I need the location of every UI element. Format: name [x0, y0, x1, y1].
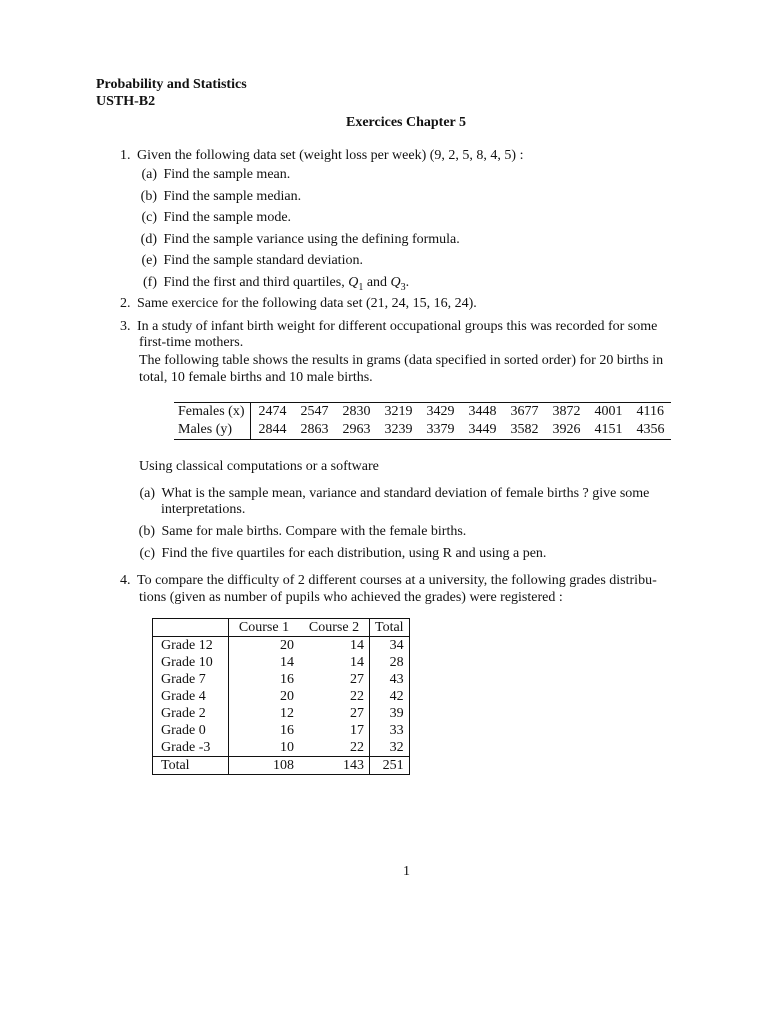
table-row — [153, 654, 410, 671]
table-cell: 42 — [389, 689, 404, 704]
sub-item-label: (d) — [140, 232, 157, 247]
column-header: Course 2 — [299, 619, 370, 637]
table-cell: 33 — [389, 723, 404, 738]
page-number: 1 — [403, 864, 410, 879]
table-cell: 3677 — [510, 404, 539, 419]
table-cell: 2547 — [300, 404, 329, 419]
exercise-number: 2. — [120, 296, 131, 311]
sub-item-label: (b) — [140, 189, 157, 204]
exercise-text-line1: To compare the difficulty of 2 different courses at a university, the following grades distribu- — [137, 573, 657, 588]
table-cell: 16 — [280, 723, 294, 738]
sub-item — [136, 545, 546, 562]
sub-item-label: (a) — [139, 486, 155, 501]
table-cell: 17 — [299, 722, 370, 739]
exercise-number: 4. — [120, 573, 131, 588]
sub-item-text: Find the sample mode. — [163, 210, 292, 225]
exercise-text-line3: The following table shows the results in grams (data specified in sorted order) for 20 births in — [139, 353, 664, 368]
birth-weight-table — [174, 402, 671, 440]
q3-symbol: Q — [390, 275, 401, 290]
table-row — [153, 671, 410, 688]
column-header — [153, 619, 229, 637]
exercise-text-line2: tions (given as number of pupils who achieved the grades) were registered : — [139, 590, 563, 605]
row-header: Grade 12 — [153, 637, 229, 655]
table-cell: 39 — [389, 706, 404, 721]
table-cell: 251 — [370, 757, 410, 775]
sub-item-label: (e) — [141, 253, 157, 268]
table-cell: 3449 — [468, 422, 497, 437]
table-cell: 10 — [280, 740, 294, 755]
sub-item-label: (a) — [141, 167, 157, 182]
table-cell: 143 — [299, 757, 370, 775]
exercise-text-line1: In a study of infant birth weight for different occupational groups this was recorded for some — [137, 319, 658, 334]
sub-item-text: Find the five quartiles for each distribution, using R and using a pen. — [161, 546, 547, 561]
exercise-4 — [120, 572, 657, 589]
table-cell: 20 — [280, 689, 294, 704]
table-cell: 27 — [299, 671, 370, 688]
table-cell: 22 — [299, 739, 370, 757]
exercise-text: Given the following data set (weight loss per week) — [137, 148, 430, 163]
q1-subscript: 1 — [358, 281, 364, 293]
row-header: Grade -3 — [153, 739, 229, 757]
table-row — [153, 637, 410, 655]
exercise-1 — [120, 147, 523, 164]
table-cell: 2474 — [258, 404, 287, 419]
sub-item-label: (c) — [139, 546, 155, 561]
exercise-number: 3. — [120, 319, 131, 334]
sub-item — [136, 485, 649, 502]
sub-item — [138, 166, 290, 183]
row-header: Males (y) — [174, 421, 251, 440]
table-row — [153, 688, 410, 705]
table-cell: 3926 — [552, 422, 581, 437]
row-header: Females (x) — [174, 403, 251, 422]
sub-item — [136, 523, 466, 540]
exercise-suffix: . — [473, 296, 477, 311]
course-title: Probability and Statistics — [96, 77, 247, 92]
table-cell: 2830 — [342, 404, 371, 419]
sub-item-label: (b) — [138, 524, 155, 539]
data-set: (21, 24, 15, 16, 24) — [365, 296, 474, 311]
sub-item-text: Find the sample mean. — [163, 167, 291, 182]
q1-symbol: Q — [348, 275, 359, 290]
exercise-text: Same exercice for the following data set — [137, 296, 366, 311]
table-cell: 14 — [299, 637, 370, 655]
table-cell: 4151 — [594, 422, 623, 437]
table-cell: 43 — [389, 672, 404, 687]
sub-item-text: Find the sample median. — [163, 189, 302, 204]
end-text: . — [405, 275, 410, 290]
table-cell: 12 — [280, 706, 294, 721]
table-cell: 108 — [229, 757, 300, 775]
sub-item-text: What is the sample mean, variance and standard deviation of female births ? give some — [161, 486, 650, 501]
table-cell: 20 — [280, 638, 294, 653]
sub-item-text-continued: interpretations. — [161, 502, 246, 517]
table-header-row — [153, 619, 410, 637]
table-cell: 28 — [389, 655, 404, 670]
exercise-3 — [120, 318, 657, 335]
sub-item-label: (f) — [143, 275, 157, 290]
sub-item-text: Find the first and third quartiles, — [163, 275, 349, 290]
table-cell: 2863 — [300, 422, 329, 437]
page-title: Exercices Chapter 5 — [346, 115, 467, 130]
table-cell: 4116 — [636, 404, 664, 419]
table-cell: 14 — [280, 655, 294, 670]
table-cell: 2963 — [342, 422, 371, 437]
table-cell: 3872 — [552, 404, 581, 419]
table-cell: 3239 — [384, 422, 413, 437]
sub-item — [138, 274, 409, 296]
table-row — [174, 421, 671, 440]
row-header: Grade 7 — [153, 671, 229, 688]
table-cell: 16 — [280, 672, 294, 687]
table-row — [153, 722, 410, 739]
table-total-row — [153, 757, 410, 775]
table-cell: 14 — [299, 654, 370, 671]
row-header: Grade 2 — [153, 705, 229, 722]
table-cell: 27 — [299, 705, 370, 722]
grades-table — [152, 618, 410, 775]
table-cell: 3582 — [510, 422, 539, 437]
row-header: Grade 0 — [153, 722, 229, 739]
exercise-intro: Using classical computations or a software — [139, 459, 379, 474]
exercise-text-line4: total, 10 female births and 10 male births. — [139, 370, 373, 385]
table-cell: 3379 — [426, 422, 455, 437]
table-cell: 34 — [389, 638, 404, 653]
table-cell: 2844 — [258, 422, 287, 437]
sub-item — [138, 188, 301, 205]
exercise-number: 1. — [120, 148, 131, 163]
table-cell: 22 — [299, 688, 370, 705]
sub-item-text: Same for male births. Compare with the female births. — [161, 524, 467, 539]
sub-item — [138, 252, 363, 269]
table-cell: 32 — [389, 740, 404, 755]
exercise-text-line2: first-time mothers. — [139, 335, 244, 350]
exercise-suffix: : — [516, 148, 524, 163]
table-cell: 4356 — [636, 422, 665, 437]
group-code: USTH-B2 — [96, 94, 156, 109]
sub-item-label: (c) — [141, 210, 157, 225]
column-header: Course 1 — [229, 619, 300, 637]
table-row — [153, 739, 410, 757]
sub-item — [138, 231, 460, 248]
exercise-2 — [120, 295, 477, 312]
table-cell: 3219 — [384, 404, 413, 419]
sub-item-text: Find the sample standard deviation. — [163, 253, 363, 268]
table-cell: 3429 — [426, 404, 455, 419]
row-header: Total — [153, 757, 229, 775]
row-header: Grade 10 — [153, 654, 229, 671]
sub-item-text: Find the sample variance using the defining formula. — [163, 232, 460, 247]
row-header: Grade 4 — [153, 688, 229, 705]
sub-item — [138, 209, 291, 226]
data-set: (9, 2, 5, 8, 4, 5) — [429, 148, 517, 163]
q3-subscript: 3 — [400, 281, 406, 293]
table-row — [153, 705, 410, 722]
table-cell: 4001 — [594, 404, 623, 419]
table-cell: 3448 — [468, 404, 497, 419]
table-row — [174, 403, 671, 422]
column-header: Total — [370, 619, 410, 637]
and-text: and — [363, 275, 391, 290]
